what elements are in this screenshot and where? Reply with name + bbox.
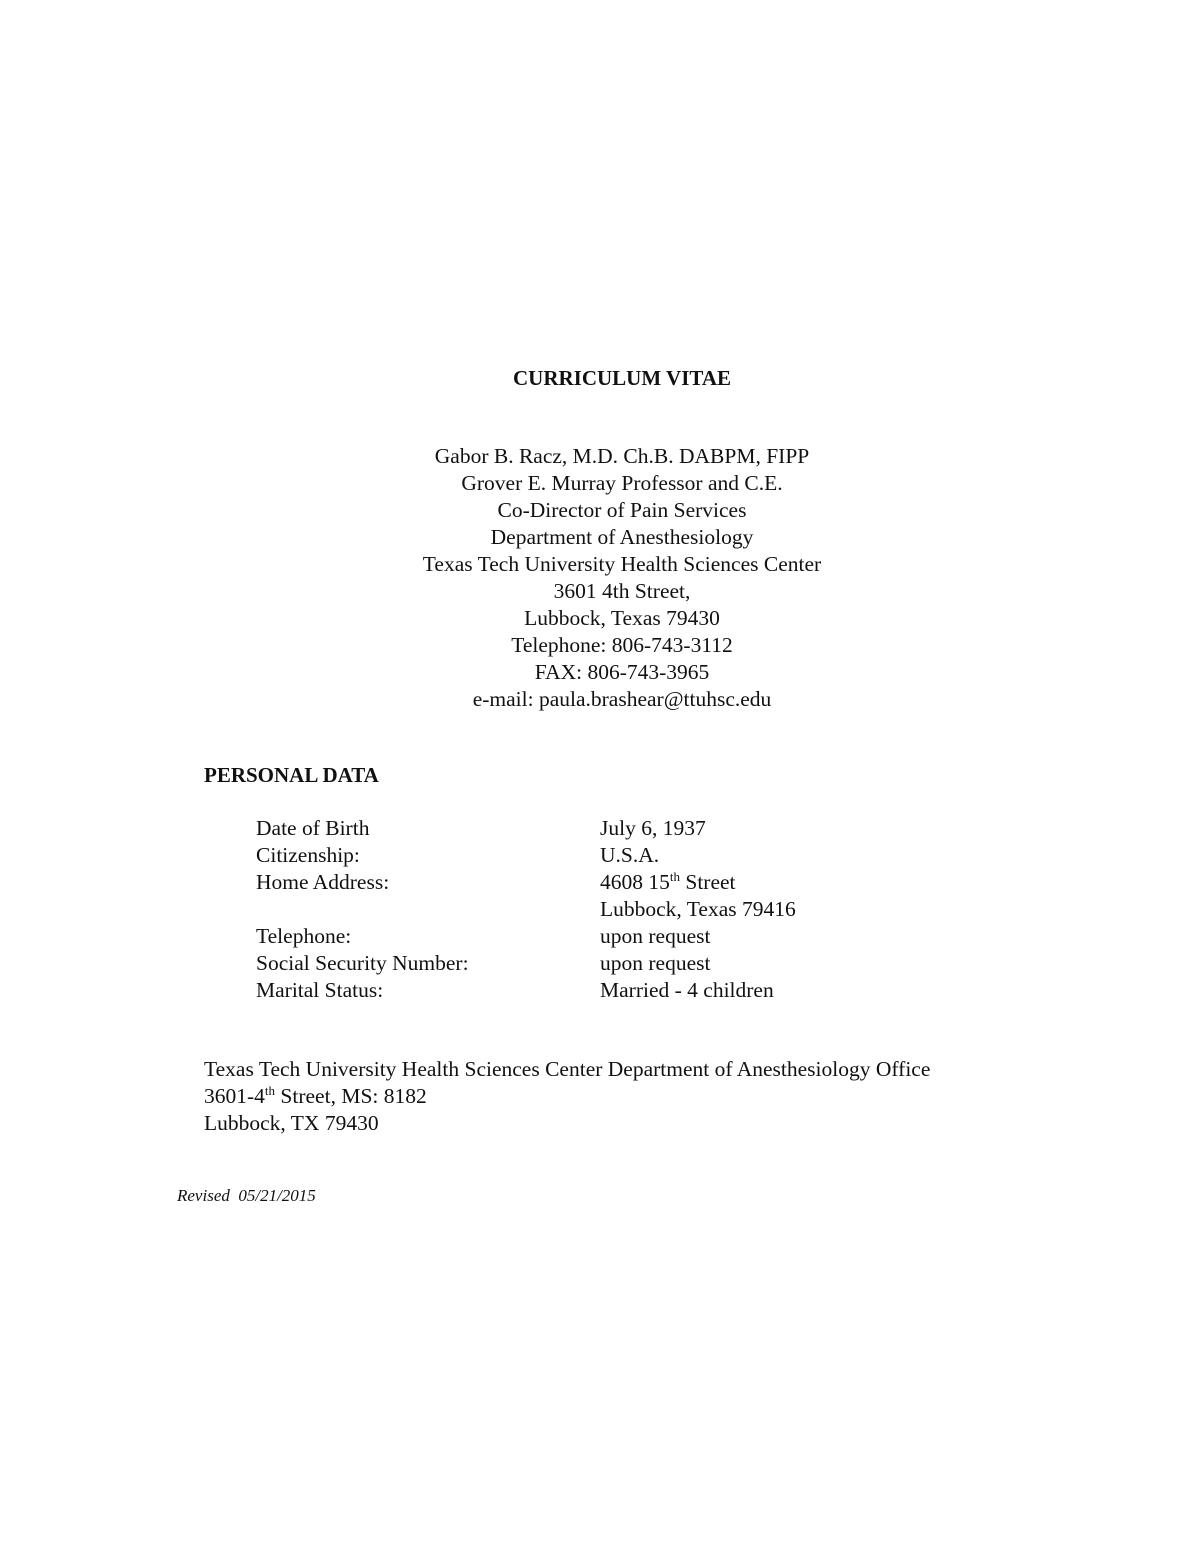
- office-street-rest: Street, MS: 8182: [275, 1084, 427, 1108]
- home-address-number: 4608 15: [600, 870, 670, 894]
- data-value: Lubbock, Texas 79416: [600, 897, 796, 921]
- data-label: Home Address:: [256, 870, 390, 894]
- office-address-line2: [204, 1083, 930, 1110]
- data-value: upon request: [600, 924, 711, 948]
- office-address-line3: Lubbock, TX 79430: [204, 1111, 379, 1135]
- data-label: Telephone:: [256, 924, 352, 948]
- data-value: U.S.A.: [600, 843, 660, 867]
- document-title: CURRICULUM VITAE: [513, 366, 731, 390]
- home-address-street: Street: [680, 870, 736, 894]
- office-street-number: 3601-4: [204, 1084, 265, 1108]
- name-credentials: Gabor B. Racz, M.D. Ch.B. DABPM, FIPP: [434, 444, 810, 468]
- data-value: upon request: [600, 951, 711, 975]
- contact-header: [322, 443, 922, 713]
- telephone: Telephone: 806-743-3112: [511, 633, 733, 657]
- institution: Texas Tech University Health Sciences Center: [422, 552, 822, 576]
- data-value: Married - 4 children: [600, 978, 774, 1002]
- department: Department of Anesthesiology: [490, 525, 754, 549]
- fax: FAX: 806-743-3965: [534, 660, 710, 684]
- data-label: Citizenship:: [256, 843, 360, 867]
- position-title: Co-Director of Pain Services: [497, 498, 747, 522]
- office-address-line1: Texas Tech University Health Sciences Center Department of Anesthesiology Office: [204, 1057, 931, 1081]
- data-label: Marital Status:: [256, 978, 384, 1002]
- ordinal-suffix: th: [264, 1082, 276, 1098]
- personal-data-heading: PERSONAL DATA: [204, 763, 379, 787]
- city-state-zip: Lubbock, Texas 79430: [524, 606, 720, 630]
- email: e-mail: paula.brashear@ttuhsc.edu: [472, 687, 772, 711]
- office-address: [204, 1056, 930, 1137]
- professorship: Grover E. Murray Professor and C.E.: [461, 471, 783, 495]
- ordinal-suffix: th: [669, 868, 680, 884]
- revised-date: Revised 05/21/2015: [177, 1186, 316, 1205]
- data-label: Date of Birth: [256, 816, 370, 840]
- data-value: [600, 869, 736, 896]
- street-address: 3601 4th Street,: [553, 579, 691, 603]
- data-value: July 6, 1937: [600, 816, 706, 840]
- data-label: Social Security Number:: [256, 951, 469, 975]
